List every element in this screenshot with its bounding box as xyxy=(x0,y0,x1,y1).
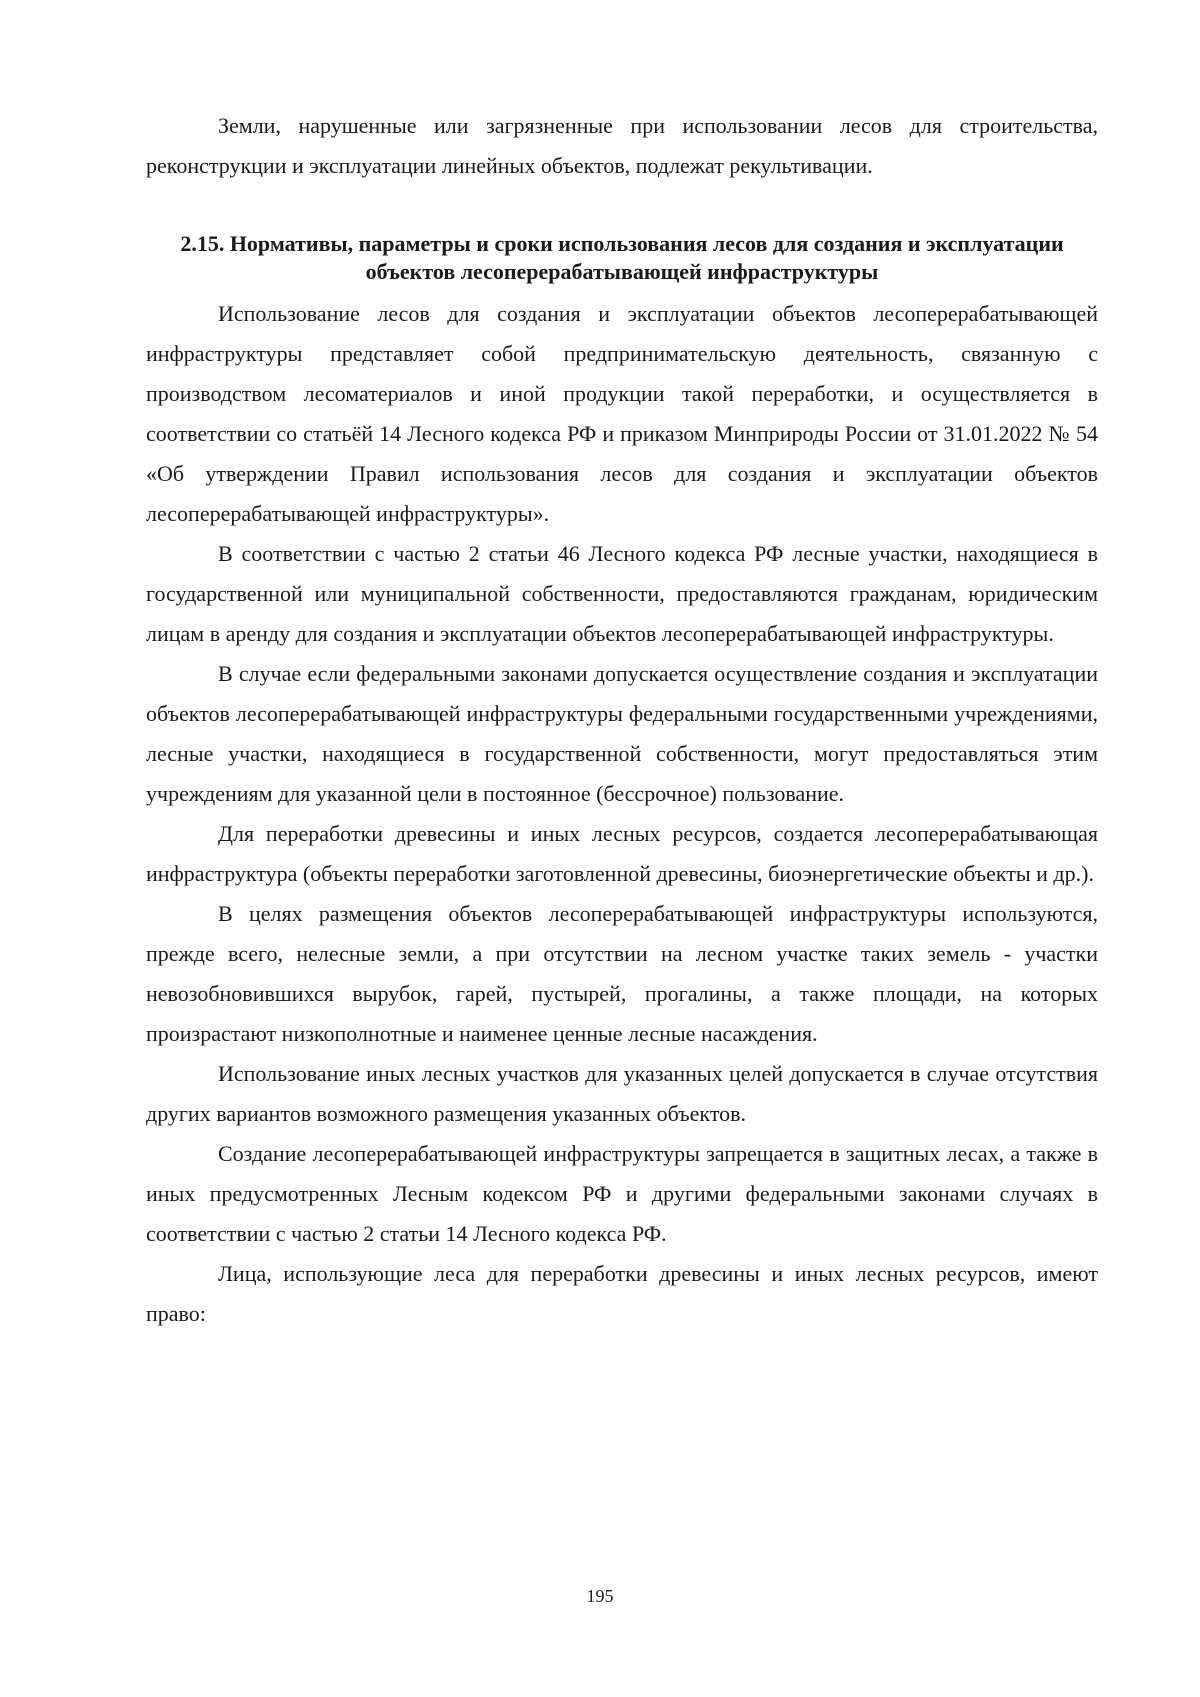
paragraph: Использование иных лесных участков для указанных целей допускается в случае отсутствия других вариантов возможного размещения указанных объектов. xyxy=(146,1061,1098,1126)
section-heading: 2.15. Нормативы, параметры и сроки использования лесов для создания и эксплуатации объектов лесоперерабатывающей инфраструктуры xyxy=(180,231,1064,284)
paragraph: Для переработки древесины и иных лесных ресурсов, создается лесоперерабатывающая инфраструктура (объекты переработки заготовленной древесины, биоэнергетические объекты и др.). xyxy=(146,821,1098,886)
paragraph: В соответствии с частью 2 статьи 46 Лесного кодекса РФ лесные участки, находящиеся в государственной или муниципальной собственности, предоставляются гражданам, юридическим лицам в аренду для создания и эксплуатации объектов лесоперерабатывающей инфраструктуры. xyxy=(146,541,1098,646)
paragraph-land-reclamation: Земли, нарушенные или загрязненные при использовании лесов для строительства, реконструкции и эксплуатации линейных объектов, подлежат рекультивации. xyxy=(146,113,1098,178)
document-page xyxy=(146,106,1098,1334)
spacer xyxy=(146,186,1098,230)
paragraph: Использование лесов для создания и эксплуатации объектов лесоперерабатывающей инфраструктуры представляет собой предпринимательскую деятельность, связанную с производством лесоматериалов и иной продукции такой переработки, и осуществляется в соответствии со статьёй 14 Лесного кодекса РФ и приказом Минприроды России от 31.01.2022 № 54 «Об утверждении Правил использования лесов для создания и эксплуатации объектов лесоперерабатывающей инфраструктуры». xyxy=(146,301,1098,526)
page-number: 195 xyxy=(586,1586,614,1606)
paragraph: В случае если федеральными законами допускается осуществление создания и эксплуатации объектов лесоперерабатывающей инфраструктуры федеральными государственными учреждениями, лесные участки, находящиеся в государственной собственности, могут предоставляться этим учреждениям для указанной цели в постоянное (бессрочное) пользование. xyxy=(146,661,1098,806)
paragraph: Лица, использующие леса для переработки древесины и иных лесных ресурсов, имеют право: xyxy=(146,1261,1098,1326)
paragraph: В целях размещения объектов лесоперерабатывающей инфраструктуры используются, прежде всего, нелесные земли, а при отсутствии на лесном участке таких земель - участки невозобновившихся вырубок, гарей, пустырей, прогалины, а также площади, на которых произрастают низкополнотные и наименее ценные лесные насаждения. xyxy=(146,901,1098,1046)
paragraph: Создание лесоперерабатывающей инфраструктуры запрещается в защитных лесах, а также в иных предусмотренных Лесным кодексом РФ и другими федеральными законами случаях в соответствии с частью 2 статьи 14 Лесного кодекса РФ. xyxy=(146,1141,1098,1246)
